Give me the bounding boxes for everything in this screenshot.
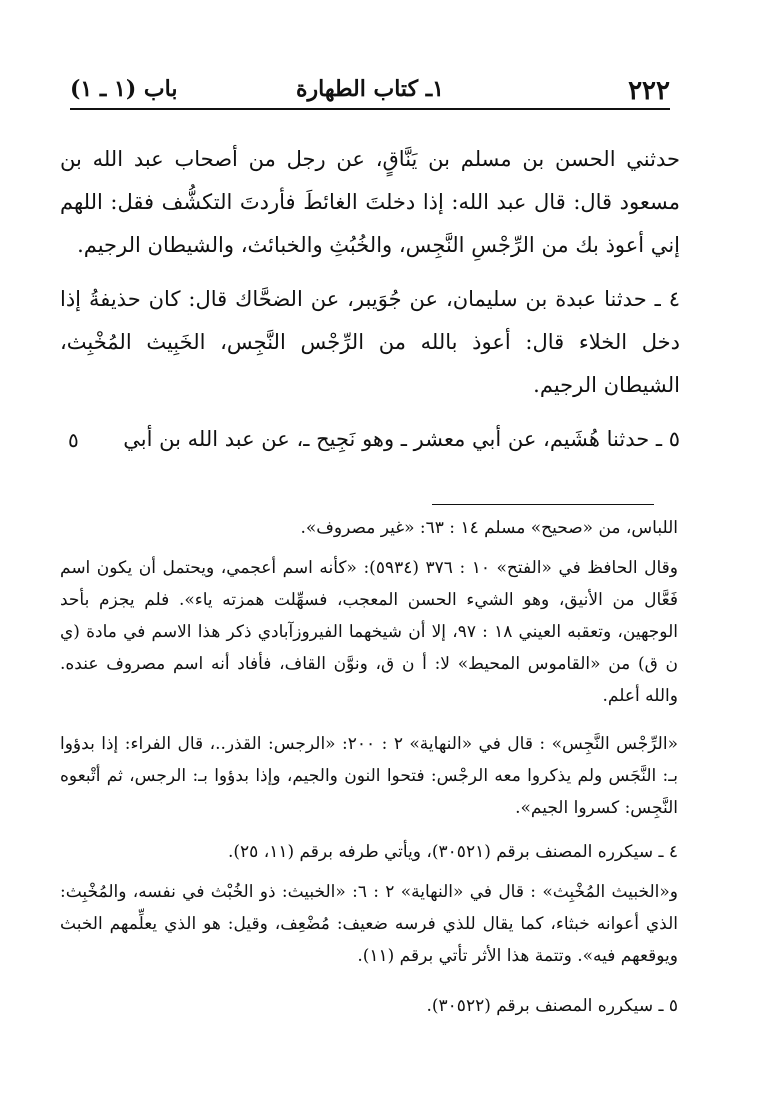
- page-number: ٢٢٢: [628, 76, 670, 106]
- footnote-2: وقال الحافظ في «الفتح» ١٠ : ٣٧٦ (٥٩٣٤): «كأنه اسم أعجمي، ويحتمل أن يكون اسم فَعَّال من الأنيق، وهو الشيء الحسن المعجب، فسهِّلت همزته ياء». فلم يجزم بأحد الوجهين، وتعقبه العيني ١٨ : ٩٧، إلا أن شيخهما الفيروزآبادي ذكر هذا الاسم في مادة (ي ن ق) من «القاموس المحيط» لا: أ ن ق، ونوَّن القاف، فأفاد أنه اسم مصروف عنده. والله أعلم.: [60, 558, 678, 706]
- footnote-separator: [432, 504, 654, 505]
- footnote-1: اللباس، من «صحيح» مسلم ١٤ : ٦٣: «غير مصروف».: [300, 518, 678, 538]
- page-header: [70, 72, 670, 110]
- margin-number: ٥: [68, 428, 79, 452]
- paragraph-4: ٤ ـ حدثنا عبدة بن سليمان، عن جُوَيبر، عن الضحَّاك قال: كان حذيفةُ إذا دخل الخلاء قال: أعوذ بالله من الرِّجْس النَّجِس، الخَبِيث المُخْبِث، الشيطان الرجيم.: [60, 287, 680, 397]
- footnote-5: و«الخبيث المُخْبِث» : قال في «النهاية» ٢ : ٦: «الخبيث: ذو الخُبْث في نفسه، والمُخْبِث: الذي أعوانه خبثاء، كما يقال للذي فرسه ضعيف: مُضْعِف، وقيل: هو الذي يعلِّمهم الخبث ويوقعهم فيه». وتتمة هذا الأثر تأتي برقم (١١).: [60, 882, 678, 966]
- paragraph-5: ٥ ـ حدثنا هُشَيم، عن أبي معشر ـ وهو نَجِيح ـ، عن عبد الله بن أبي: [123, 427, 680, 451]
- chapter-label: باب (١ ـ ١): [70, 76, 178, 102]
- footnote-4: ٤ ـ سيكرره المصنف برقم (٣٠٥٢١)، ويأتي طرفه برقم (١١، ٢٥).: [227, 842, 678, 862]
- footnote-6: ٥ ـ سيكرره المصنف برقم (٣٠٥٢٢).: [426, 996, 678, 1016]
- header-rule: [70, 108, 670, 110]
- book-title: ١ـ كتاب الطهارة: [296, 76, 444, 102]
- footnote-3: «الرِّجْس النَّجِس» : قال في «النهاية» ٢ : ٢٠٠: «الرجس: القذر..، قال الفراء: إذا بدؤوا بـ: النَّجَس ولم يذكروا معه الرجْس: فتحوا النون والجيم، وإذا بدؤوا بـ: الرجس، ثم أتْبعوه النَّجِس: كسروا الجيم».: [60, 734, 678, 818]
- paragraph-3-continuation: حدثني الحسن بن مسلم بن يَنَّاقٍ، عن رجل من أصحاب عبد الله بن مسعود قال: قال عبد الله: إذا دخلتَ الغائطَ فأردتَ التكشُّف فقل: اللهم إني أعوذ بك من الرِّجْسِ النَّجِس، والخُبُثِ والخبائث، والشيطان الرجيم.: [60, 147, 680, 257]
